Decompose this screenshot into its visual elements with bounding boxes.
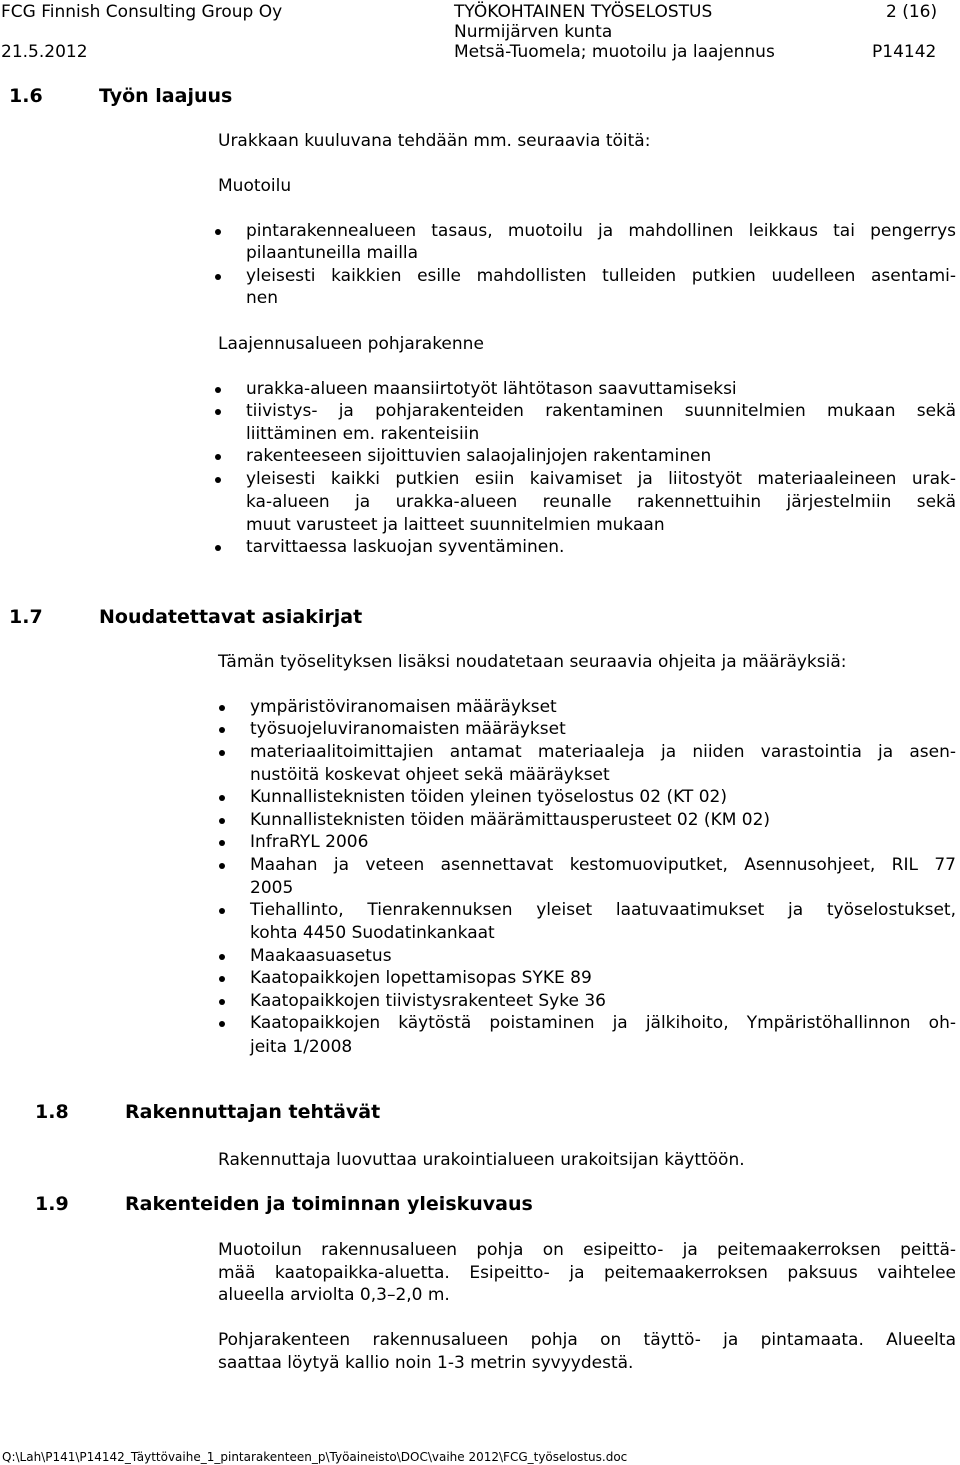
bullet (215, 409, 221, 415)
bullet (219, 840, 225, 846)
list-item: rakenteeseen sijoittuvien salaojalinjojen rakentaminen (246, 446, 712, 466)
section-1-6-number: 1.6 (9, 85, 43, 107)
section-1-9-number: 1.9 (35, 1193, 69, 1215)
list-item: ympäristöviranomaisen määräykset (250, 697, 557, 717)
section-1-7-intro: Tämän työselityksen lisäksi noudatetaan seuraavia ohjeita ja määräyksiä: (218, 652, 847, 672)
list-item: materiaalitoimittajien antamat materiaaleja ja niiden varastointia ja asen- (250, 742, 956, 762)
bullet (219, 727, 225, 733)
paragraph-line: saattaa löytyä kallio noin 1-3 metrin syvyydestä. (218, 1353, 634, 1373)
header-page-number: 2 (16) (886, 2, 938, 22)
bullet (215, 229, 221, 235)
paragraph-line: Pohjarakenteen rakennusalueen pohja on täyttö- ja pintamaata. Alueelta (218, 1330, 956, 1350)
list-item: Kunnallisteknisten töiden määrämittausperusteet 02 (KM 02) (250, 810, 771, 830)
subheading-muotoilu: Muotoilu (218, 176, 292, 196)
list-item: InfraRYL 2006 (250, 832, 369, 852)
list-item: Maakaasuasetus (250, 946, 392, 966)
list-item: Kaatopaikkojen lopettamisopas SYKE 89 (250, 968, 592, 988)
list-item: yleisesti kaikkien esille mahdollisten tulleiden putkien uudelleen asentami- (246, 266, 956, 286)
header-company: FCG Finnish Consulting Group Oy (1, 2, 283, 22)
list-item-continuation: 2005 (250, 878, 294, 898)
list-item-continuation: muut varusteet ja laitteet suunnitelmien mukaan (246, 515, 665, 535)
list-item-continuation: nustöitä koskevat ohjeet sekä määräykset (250, 765, 610, 785)
bullet (219, 976, 225, 982)
header-project: Metsä-Tuomela; muotoilu ja laajennus (454, 42, 775, 62)
list-item: Maahan ja veteen asennettavat kestomuoviputket, Asennusohjeet, RIL 77 (250, 855, 956, 875)
bullet (215, 274, 221, 280)
footer-file-path: Q:\Lah\P141\P14142_Täyttövaihe_1_pintarakenteen_p\Työaineisto\DOC\vaihe 2012\FCG_työselostus.doc (2, 1450, 628, 1464)
section-1-7-title: Noudatettavat asiakirjat (99, 606, 363, 628)
list-item: tiivistys- ja pohjarakenteiden rakentaminen suunnitelmien mukaan sekä (246, 401, 956, 421)
list-item: pintarakennealueen tasaus, muotoilu ja mahdollinen leikkaus tai pengerrys (246, 221, 956, 241)
bullet (219, 954, 225, 960)
bullet (215, 477, 221, 483)
subheading-laajennusalue: Laajennusalueen pohjarakenne (218, 334, 484, 354)
paragraph-line: mää kaatopaikka-aluetta. Esipeitto- ja peitemaakerroksen paksuus vaihtelee (218, 1263, 956, 1283)
bullet (219, 795, 225, 801)
list-item: Kunnallisteknisten töiden yleinen työselostus 02 (KT 02) (250, 787, 727, 807)
bullet (219, 705, 225, 711)
paragraph-line: Muotoilun rakennusalueen pohja on esipeitto- ja peitemaakerroksen peittä- (218, 1240, 956, 1260)
bullet (215, 387, 221, 393)
section-1-7-number: 1.7 (9, 606, 43, 628)
header-municipality: Nurmijärven kunta (454, 22, 613, 42)
section-1-8-text: Rakennuttaja luovuttaa urakointialueen urakoitsijan käyttöön. (218, 1150, 745, 1170)
section-1-6-intro: Urakkaan kuuluvana tehdään mm. seuraavia töitä: (218, 131, 651, 151)
list-item: yleisesti kaikki putkien esiin kaivamiset ja liitostyöt materiaaleineen urak- (246, 469, 956, 489)
list-item: Tiehallinto, Tienrakennuksen yleiset laatuvaatimukset ja työselostukset, (250, 900, 956, 920)
section-1-9-title: Rakenteiden ja toiminnan yleiskuvaus (125, 1193, 533, 1215)
bullet (219, 1021, 225, 1027)
list-item: tarvittaessa laskuojan syventäminen. (246, 537, 565, 557)
bullet (219, 863, 225, 869)
header-project-code: P14142 (872, 42, 937, 62)
list-item-continuation: liittäminen em. rakenteisiin (246, 424, 480, 444)
list-item: työsuojeluviranomaisten määräykset (250, 719, 566, 739)
list-item-continuation: jeita 1/2008 (250, 1037, 353, 1057)
section-1-8-number: 1.8 (35, 1101, 69, 1123)
paragraph-line: alueella arviolta 0,3–2,0 m. (218, 1285, 450, 1305)
list-item-continuation: nen (246, 288, 279, 308)
bullet (215, 545, 221, 551)
list-item: Kaatopaikkojen käytöstä poistaminen ja jälkihoito, Ympäristöhallinnon oh- (250, 1013, 956, 1033)
list-item: Kaatopaikkojen tiivistysrakenteet Syke 36 (250, 991, 606, 1011)
list-item-continuation: pilaantuneilla mailla (246, 243, 419, 263)
section-1-6-title: Työn laajuus (99, 85, 233, 107)
header-doc-title: TYÖKOHTAINEN TYÖSELOSTUS (454, 2, 713, 22)
list-item: urakka-alueen maansiirtotyöt lähtötason saavuttamiseksi (246, 379, 737, 399)
list-item-continuation: kohta 4450 Suodatinkankaat (250, 923, 495, 943)
header-date: 21.5.2012 (1, 42, 88, 62)
bullet (219, 818, 225, 824)
bullet (219, 750, 225, 756)
bullet (219, 999, 225, 1005)
bullet (215, 454, 221, 460)
list-item-continuation: ka-alueen ja urakka-alueen reunalle rakennettuihin järjestelmiin sekä (246, 492, 956, 512)
bullet (219, 908, 225, 914)
section-1-8-title: Rakennuttajan tehtävät (125, 1101, 381, 1123)
